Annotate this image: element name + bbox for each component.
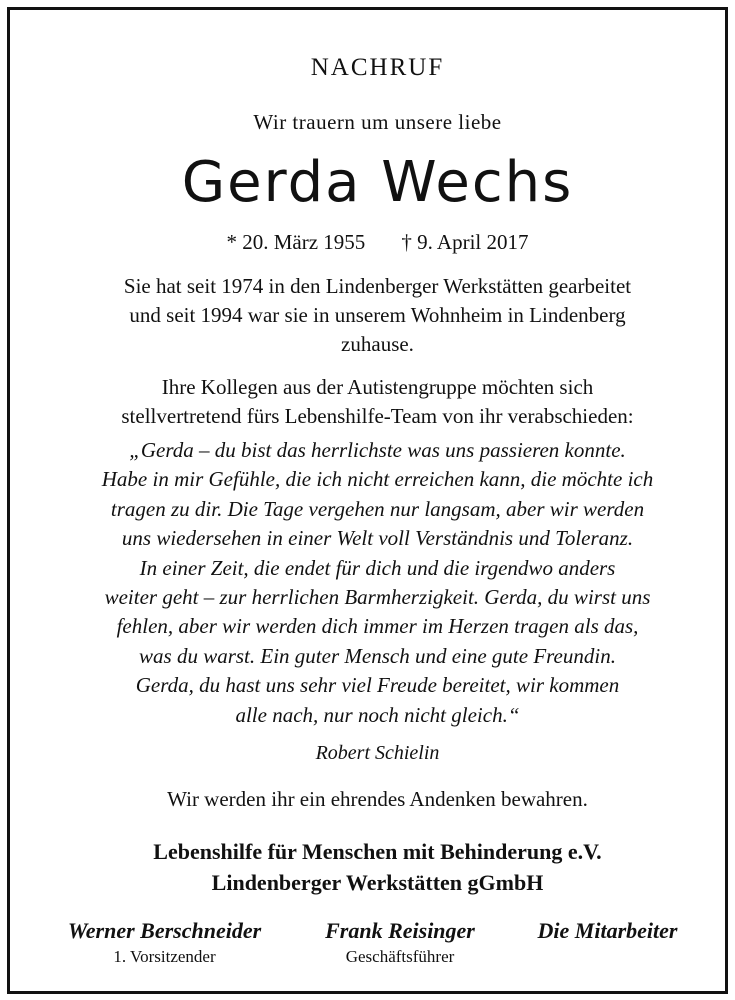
memorial-quote bbox=[20, 436, 735, 730]
biography-line: Sie hat seit 1974 in den Lindenberger Werkstätten gearbeitet bbox=[123, 274, 632, 298]
signatory-role: Geschäftsführer bbox=[345, 947, 455, 966]
quote-line: alle nach, nur noch nicht gleich.“ bbox=[235, 702, 520, 727]
quote-line: uns wiedersehen in einer Welt voll Verständnis und Toleranz. bbox=[121, 526, 634, 551]
signatory-2 bbox=[310, 918, 490, 967]
quote-line: weiter geht – zur herrlichen Barmherzigkeit. Gerda, du wirst uns bbox=[104, 585, 651, 610]
biography-line: und seit 1994 war sie in unserem Wohnheim in Lindenberg bbox=[129, 303, 626, 327]
organization-name: Lebenshilfe für Menschen mit Behinderung e.V. bbox=[153, 839, 602, 864]
biography-paragraph bbox=[20, 272, 735, 359]
signatory-3 bbox=[520, 918, 695, 947]
birth-date: * 20. März 1955 bbox=[226, 230, 366, 254]
quote-line: was du warst. Ein guter Mensch und eine gute Freundin. bbox=[139, 643, 616, 668]
death-date: † 9. April 2017 bbox=[401, 230, 529, 254]
organization-name: Lindenberger Werkstätten gGmbH bbox=[211, 870, 544, 895]
quote-line: Habe in mir Gefühle, die ich nicht erreichen kann, die möchte ich bbox=[101, 467, 654, 492]
obituary-frame bbox=[7, 7, 728, 994]
life-dates bbox=[20, 230, 735, 255]
organization-block bbox=[20, 836, 735, 898]
deceased-name: Gerda Wechs bbox=[181, 150, 574, 215]
farewell-line: stellvertretend fürs Lebenshilfe-Team von ihr verabschieden: bbox=[121, 404, 634, 428]
signatory-1 bbox=[52, 918, 277, 967]
obituary-heading: NACHRUF bbox=[310, 54, 445, 81]
quote-line: „Gerda – du bist das herrlichste was uns passieren konnte. bbox=[129, 438, 626, 462]
quote-line: Gerda, du hast uns sehr viel Freude bereitet, wir kommen bbox=[135, 673, 620, 698]
signatory-role: 1. Vorsitzender bbox=[113, 947, 216, 966]
intro-text: Wir trauern um unsere liebe bbox=[253, 110, 502, 134]
quote-author: Robert Schielin bbox=[315, 742, 440, 764]
closing-statement: Wir werden ihr ein ehrendes Andenken bewahren. bbox=[167, 787, 588, 811]
quote-line: fehlen, aber wir werden dich immer im Herzen tragen als das, bbox=[116, 614, 639, 639]
quote-line: tragen zu dir. Die Tage vergehen nur langsam, aber wir werden bbox=[110, 496, 645, 521]
farewell-intro-paragraph bbox=[20, 373, 735, 431]
signatory-name: Frank Reisinger bbox=[325, 918, 475, 943]
signatory-name: Die Mitarbeiter bbox=[537, 918, 678, 943]
farewell-line: Ihre Kollegen aus der Autistengruppe möchten sich bbox=[161, 375, 594, 399]
signatory-name: Werner Berschneider bbox=[67, 918, 262, 943]
quote-line: In einer Zeit, die endet für dich und die irgendwo anders bbox=[139, 555, 616, 580]
biography-line: zuhause. bbox=[341, 332, 414, 356]
